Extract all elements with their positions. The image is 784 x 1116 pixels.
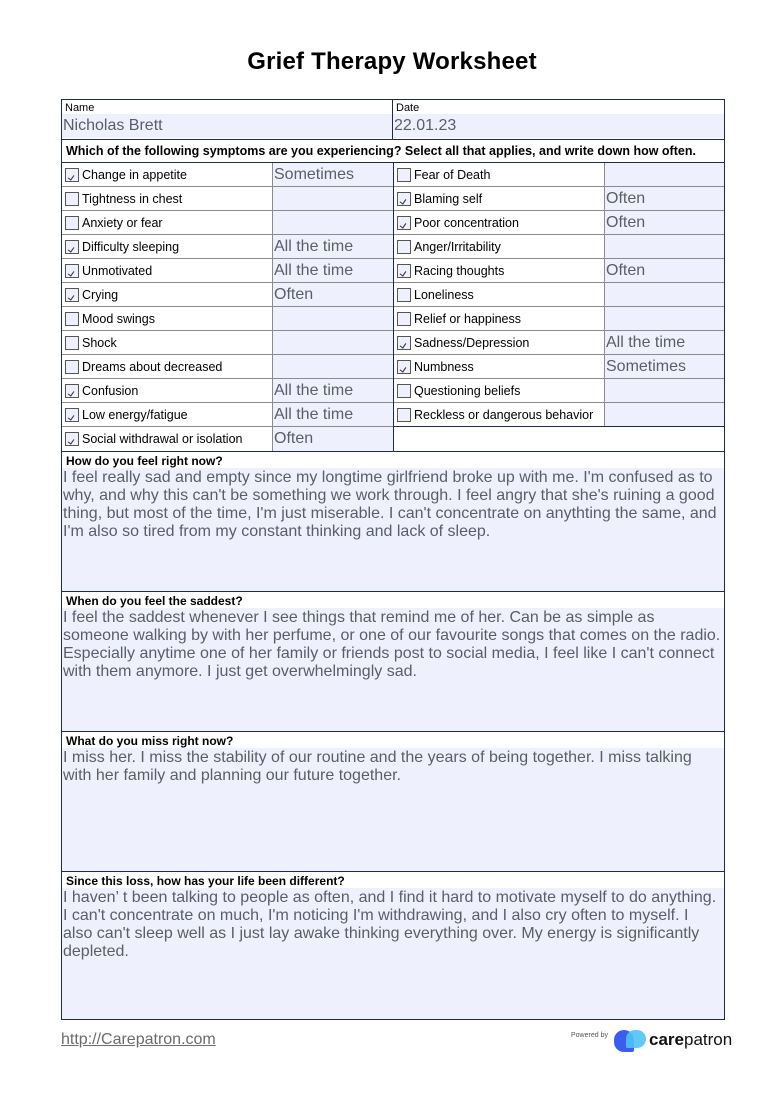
checkbox-checked[interactable] — [65, 384, 79, 398]
symptom-row — [394, 235, 724, 259]
symptom-label-cell — [62, 235, 273, 258]
date-cell — [393, 100, 724, 139]
symptom-row — [394, 331, 724, 355]
frequency-field[interactable]: All the time — [605, 331, 724, 354]
date-label: Date — [396, 102, 420, 114]
frequency-field[interactable]: Sometimes — [605, 355, 724, 378]
checkbox-checked[interactable] — [65, 408, 79, 422]
symptom-row — [394, 307, 724, 331]
frequency-field[interactable] — [273, 211, 393, 234]
symptom-label-cell — [62, 379, 273, 402]
symptom-label-cell — [62, 211, 273, 234]
symptom-label: Fear of Death — [414, 167, 491, 182]
worksheet-form — [61, 99, 725, 1020]
symptom-label-cell — [394, 283, 605, 306]
symptom-label: Anxiety or fear — [82, 215, 163, 230]
checkbox-unchecked[interactable] — [397, 408, 411, 422]
frequency-field[interactable]: Often — [605, 211, 724, 234]
symptom-label-cell — [62, 355, 273, 378]
question-block — [62, 592, 724, 732]
symptom-label-cell — [62, 163, 273, 186]
carepatron-logo — [614, 1028, 732, 1052]
checkbox-unchecked[interactable] — [397, 384, 411, 398]
symptom-row — [394, 211, 724, 235]
question-label: Since this loss, how has your life been different? — [66, 874, 345, 888]
question-block — [62, 732, 724, 872]
carepatron-logo-text: carepatron — [649, 1030, 733, 1049]
checkbox-unchecked[interactable] — [65, 336, 79, 350]
empty-cell — [394, 427, 724, 451]
symptom-label-cell — [394, 331, 605, 354]
checkbox-unchecked[interactable] — [397, 312, 411, 326]
symptom-row — [62, 211, 393, 235]
symptom-label: Difficulty sleeping — [82, 239, 180, 254]
checkbox-checked[interactable] — [65, 432, 79, 446]
checkbox-unchecked[interactable] — [65, 192, 79, 206]
symptom-label-cell — [394, 307, 605, 330]
symptom-row — [62, 235, 393, 259]
symptom-label: Poor concentration — [414, 215, 519, 230]
symptom-label: Confusion — [82, 383, 139, 398]
answer-textarea[interactable]: I feel the saddest whenever I see things that remind me of her. Can be as simple as someone walking by with her perfume, or one of our favourite songs that comes on the radio. Especially anytime one of her family or friends post to social media, I feel like I can't connect with them anymore. I just get overwhelmingly sad. — [62, 608, 724, 731]
symptom-label: Unmotivated — [82, 263, 153, 278]
symptoms-column-left — [62, 163, 393, 451]
question-block — [62, 452, 724, 592]
frequency-field[interactable]: Often — [605, 259, 724, 282]
frequency-field[interactable]: Often — [605, 187, 724, 210]
symptom-row — [394, 403, 724, 427]
symptom-row — [62, 331, 393, 355]
symptoms-question: Which of the following symptoms are you experiencing? Select all that applies, and write down how often. — [62, 140, 724, 163]
symptom-label-cell — [394, 403, 605, 426]
symptom-row — [394, 187, 724, 211]
symptom-label: Social withdrawal or isolation — [82, 432, 243, 446]
symptom-row — [394, 283, 724, 307]
symptom-label: Dreams about decreased — [82, 359, 223, 374]
symptom-label: Numbness — [414, 359, 474, 374]
checkbox-checked[interactable] — [397, 264, 411, 278]
checkbox-checked[interactable] — [397, 192, 411, 206]
frequency-field[interactable]: Sometimes — [273, 163, 393, 186]
symptom-row — [394, 163, 724, 187]
question-label: When do you feel the saddest? — [66, 594, 243, 608]
frequency-field[interactable] — [605, 307, 724, 330]
symptoms-grid — [62, 163, 724, 452]
question-label: What do you miss right now? — [66, 734, 234, 748]
checkbox-checked[interactable] — [397, 216, 411, 230]
question-block — [62, 872, 724, 1019]
symptom-label: Relief or happiness — [414, 311, 522, 326]
symptom-label: Questioning beliefs — [414, 383, 521, 398]
symptom-label-cell — [62, 259, 273, 282]
symptom-row — [62, 427, 393, 451]
symptom-label-cell — [62, 331, 273, 354]
name-label: Name — [65, 102, 95, 114]
symptom-label-cell — [394, 235, 605, 258]
powered-by-text: Powered by — [571, 1032, 608, 1039]
frequency-field[interactable]: All the time — [273, 403, 393, 426]
checkbox-checked[interactable] — [65, 264, 79, 278]
checkbox-checked[interactable] — [65, 240, 79, 254]
answer-textarea[interactable]: I feel really sad and empty since my longtime girlfriend broke up with me. I'm confused as to why, and why this can't be something we work through. I feel angry that she's ruining a good thing, but most of the time, I'm just miserable. I can't concentrate on anythting the same, and I'm also so tired from my constant thinking and lack of sleep. — [62, 468, 724, 591]
symptom-row — [394, 259, 724, 283]
symptom-row — [394, 379, 724, 403]
checkbox-checked[interactable] — [397, 336, 411, 350]
symptom-row — [62, 283, 393, 307]
symptom-label: Anger/Irritability — [414, 239, 501, 254]
carepatron-logo-icon — [614, 1028, 646, 1052]
checkbox-checked[interactable] — [65, 168, 79, 182]
checkbox-checked[interactable] — [65, 288, 79, 302]
symptom-label: Shock — [82, 335, 117, 350]
checkbox-unchecked[interactable] — [65, 216, 79, 230]
frequency-field[interactable] — [605, 283, 724, 306]
symptom-label-cell — [62, 427, 273, 451]
symptom-label: Change in appetite — [82, 167, 187, 182]
symptom-row — [62, 355, 393, 379]
symptom-label-cell — [394, 379, 605, 402]
symptom-row — [62, 307, 393, 331]
symptom-label: Crying — [82, 287, 119, 302]
question-label: How do you feel right now? — [66, 454, 223, 468]
symptom-label: Tightness in chest — [82, 191, 183, 206]
symptom-label: Racing thoughts — [414, 263, 505, 278]
frequency-field[interactable] — [273, 187, 393, 210]
symptom-row — [62, 379, 393, 403]
checkbox-unchecked[interactable] — [397, 288, 411, 302]
questions-section — [62, 452, 724, 1019]
frequency-field[interactable] — [605, 379, 724, 402]
symptom-row — [62, 163, 393, 187]
symptom-label-cell — [394, 211, 605, 234]
frequency-field[interactable] — [605, 235, 724, 258]
checkbox-checked[interactable] — [397, 360, 411, 374]
frequency-field[interactable]: All the time — [273, 379, 393, 402]
symptoms-column-right — [393, 163, 724, 451]
symptom-label-cell — [394, 187, 605, 210]
name-field[interactable]: Nicholas Brett — [62, 114, 392, 138]
symptom-row — [62, 187, 393, 211]
symptom-row — [394, 355, 724, 379]
symptom-row — [62, 403, 393, 427]
header-row — [62, 100, 724, 140]
frequency-field[interactable] — [273, 331, 393, 354]
frequency-field[interactable]: All the time — [273, 259, 393, 282]
frequency-field[interactable]: All the time — [273, 235, 393, 258]
answer-textarea[interactable]: I haven’ t been talking to people as often, and I find it hard to motivate myself to do anything. I can't concentrate on much, I'm noticing I'm withdrawing, and I also cry often to myself. I also can't sleep well as I just lay awake thinking everything over. My energy is significantly depleted. — [62, 888, 724, 1019]
symptom-label-cell — [62, 403, 273, 426]
answer-textarea[interactable]: I miss her. I miss the stability of our routine and the years of being together. I miss talking with her family and planning our future together. — [62, 748, 724, 871]
frequency-field[interactable]: Often — [273, 283, 393, 306]
frequency-field[interactable]: Often — [273, 427, 393, 451]
checkbox-unchecked[interactable] — [65, 312, 79, 326]
symptom-label: Low energy/fatigue — [82, 407, 188, 422]
name-cell — [62, 100, 393, 139]
frequency-field[interactable] — [605, 163, 724, 186]
symptom-label: Blaming self — [414, 191, 483, 206]
frequency-field[interactable] — [273, 355, 393, 378]
symptom-label: Loneliness — [414, 287, 474, 302]
symptom-label-cell — [394, 163, 605, 186]
symptom-label: Sadness/Depression — [414, 335, 530, 350]
carepatron-link[interactable]: http://Carepatron.com — [61, 1031, 216, 1048]
checkbox-unchecked[interactable] — [397, 240, 411, 254]
frequency-field[interactable] — [273, 307, 393, 330]
symptom-label: Mood swings — [82, 311, 155, 326]
worksheet-title: Grief Therapy Worksheet — [247, 48, 537, 75]
symptom-label-cell — [394, 259, 605, 282]
checkbox-unchecked[interactable] — [397, 168, 411, 182]
symptom-label-cell — [62, 187, 273, 210]
symptom-label: Reckless or dangerous behavior — [414, 407, 594, 422]
symptom-row — [62, 259, 393, 283]
symptom-label-cell — [394, 355, 605, 378]
checkbox-unchecked[interactable] — [65, 360, 79, 374]
symptom-label-cell — [62, 307, 273, 330]
date-field[interactable]: 22.01.23 — [393, 114, 724, 138]
frequency-field[interactable] — [605, 403, 724, 426]
symptom-label-cell — [62, 283, 273, 306]
